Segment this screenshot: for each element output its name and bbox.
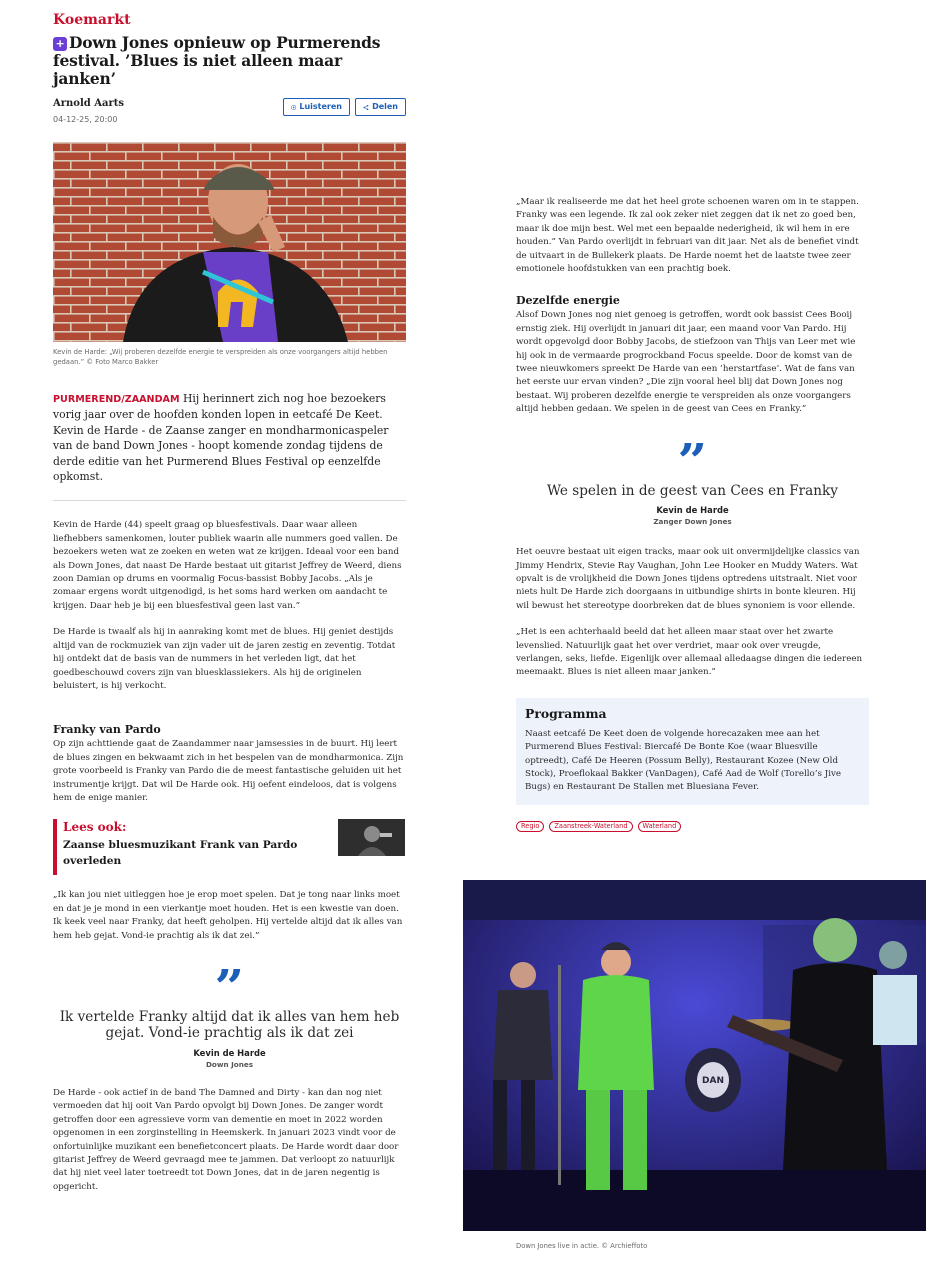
article-headline [53,34,406,88]
pull-quote [53,969,406,1069]
quote-mark-icon: ” [677,442,708,475]
headline-text: Down Jones opnieuw op Purmerends festival. ’Blues is niet alleen maar janken’ [53,33,381,88]
body-paragraph: Op zijn achttiende gaat de Zaandammer naar jamsessies in de buurt. Hij leert de blues zingen en bekwaamt zich in het bespelen van de mondharmonica. Zijn grote voorbeeld is Franky van Pardo die de meest fantastische geluiden uit het instrumentje krijgt. Dat wil De Harde ook. Hij oefent eindeloos, dat is volgens hem de enige manier. [53,739,404,803]
listen-label: Luisteren [299,102,342,111]
drum-logo: DAN [702,1076,724,1086]
hero-caption: Kevin de Harde: „Wij proberen dezelfde energie te verspreiden als onze voorgangers altijd hebben gedaan.” © Foto Marco Bakker [53,348,388,366]
read-also-box[interactable] [53,819,406,875]
body-paragraph: „Ik kan jou niet uitleggen hoe je erop moet spelen. Dat je tong naar links moet en dat je je mond in een vierkantje moet houden. Het is een kwestie van doen. Ik keek veel naar Franky, dat heeft geholpen. Hij vertelde altijd dat ik alles van hem heb gejat. Vond-ie prachtig als ik dat zei.” [53,890,403,941]
pull-quote-name: Kevin de Harde [656,505,729,516]
author-name[interactable]: Arnold Aarts [53,98,124,109]
quote-mark-icon: ” [214,968,245,1001]
band-photo[interactable] [463,880,926,1231]
pull-quote-text: Ik vertelde Franky altijd dat ik alles van hem heb gejat. Vond-ie prachtig als ik dat zei [59,1008,400,1042]
tag-list [516,821,869,832]
pull-quote-name: Kevin de Harde [193,1047,266,1058]
pull-quote-text: We spelen in de geest van Cees en Franky [547,482,838,499]
body-paragraph: Kevin de Harde (44) speelt graag op bluesfestivals. Daar waar alleen liefhebbers samenkomen, louter publiek waarin alle nummers goed vallen. De bezoekers weten wat ze zoeken en weten wat ze krijgen. Ideaal voor een band als Down Jones, dat naast De Harde bestaat uit gitarist Jeffrey de Weerd, diens zoon Damian op drums en voormalig Focus-bassist Bobby Jacobs. „Als je zomaar ergens wordt uitgenodigd, is het soms hard werken om aandacht te krijgen. Daar heb je bij een bluesfestival geen last van.” [53,520,402,611]
read-also-title: Lees ook: [63,820,127,835]
divider [53,500,406,501]
dateline-location: PURMEREND/ZAANDAM [53,394,180,405]
article-left-column [53,12,406,1194]
subheading-energie: Dezelfde energie [516,294,620,308]
subheading-franky: Franky van Pardo [53,723,161,737]
body-paragraph: De Harde - ook actief in de band The Damned and Dirty - kan dan nog niet vermoeden dat hij ooit Van Pardo opvolgt bij Down Jones. De zanger wordt getroffen door een agressieve vorm van dementie en moet in 2022 worden opgenomen in een zorginstelling in Heemskerk. In januari 2023 vindt voor de onfortuinlijke muzikant een benefietconcert plaats. De Harde wordt daar door gitarist Jeffrey de Weerd gevraagd mee te jammen. Dat verloopt zo natuurlijk dat hij niet veel later toetreedt tot Down Jones, dat in de jaren negentig is opgericht. [53,1087,399,1192]
byline [53,98,406,132]
band-photo-caption: Down Jones live in actie. © Archieffoto [516,1242,648,1250]
program-title: Programma [525,705,607,721]
program-box [516,698,869,805]
pull-quote-role: Zanger Down Jones [653,517,732,527]
tag-regio[interactable]: Regio [516,821,544,832]
hero-photo-illustration [53,142,406,342]
body-paragraph: „Maar ik realiseerde me dat het heel grote schoenen waren om in te stappen. Franky was een legende. Ik zal ook zeker niet zeggen dat ik net zo goed ben, maar ik doe mijn best. Wel met een bepaalde nederigheid, ik wil hem in ere houden.” Van Pardo overlijdt in februari van dit jaar. Net als de benefiet vindt de uitvaart in de Bullekerk plaats. De Harde noemt het de laatste twee zeer emotionele hoofdstukken van een prachtig boek. [516,197,859,275]
listen-button[interactable] [283,98,350,116]
body-paragraph: „Het is een achterhaald beeld dat het alleen maar staat over het zwarte levenslied. Natuurlijk gaat het over verdriet, maar ook over vreugde, verlangen, seks, liefde. Eigenlijk over allemaal alledaagse dingen die iedereen meemaakt. Blues is niet alleen maar janken.” [516,627,863,678]
lead-text: Hij herinnert zich nog hoe bezoekers vorig jaar over de hoofden konden lopen in eetcafé De Keet. Kevin de Harde - de Zaanse zanger en mondharmonicaspeler van de band Down Jones - hoopt komende zondag tijdens de derde editie van het Purmerend Blues Festival op eenzelfde opkomst. [53,392,389,484]
play-circle-icon [291,103,296,112]
read-also-thumbnail-illustration [338,819,405,856]
share-button[interactable] [355,98,406,116]
tag-waterland[interactable]: Waterland [638,821,682,832]
read-also-thumbnail[interactable] [338,819,405,856]
tag-zaanstreek-waterland[interactable]: Zaanstreek-Waterland [549,821,632,832]
share-icon [363,103,369,112]
plus-badge-icon: + [53,37,67,51]
publish-date: 04-12-25, 20:00 [53,115,118,124]
band-photo-illustration [463,880,926,1231]
article-right-column [516,196,869,832]
body-paragraph: De Harde is twaalf als hij in aanraking komt met de blues. Hij geniet destijds altijd van de rockmuziek van zijn vader uit de jaren zestig en zeventig. Totdat hij ontdekt dat de basis van de nummers in het verleden ligt, dat het goedbeschouwd covers zijn van bluesklassiekers. Als hij de originelen beluistert, is hij verkocht. [53,627,396,691]
pull-quote [516,443,869,527]
program-text: Naast eetcafé De Keet doen de volgende horecazaken mee aan het Purmerend Blues Festival: Biercafé De Bonte Koe (waar Bluesville optreedt), Café De Heeren (Possum Belly), Restaurant Kozee (New Old Stock), Proeflokaal Bakker (VanDagen), Café Aad de Wolf (Torello’s Jive Bugs) en Restaurant De Stallen met Bluesiana Fever. [525,728,842,793]
section-label[interactable]: Koemarkt [53,12,131,28]
body-paragraph: Alsof Down Jones nog niet genoeg is getroffen, wordt ook bassist Cees Booij ernstig ziek. Hij overlijdt in januari dit jaar, een maand voor Van Pardo. Hij wordt opgevolgd door Bobby Jacobs, de stiefzoon van Thijs van Leer met wie hij ook in de vermaarde progrockband Focus speelde. Door de komst van de twee nieuwkomers spreekt De Harde van een ’herstartfase’. Wat de fans van het eerste uur ervan vinden? „Die zijn vooral heel blij dat Down Jones nog bestaat. Wij proberen dezelfde energie te verspreiden als onze voorgangers altijd hebben gedaan. We spelen in de geest van Cees en Franky.” [516,310,856,415]
body-paragraph: Het oeuvre bestaat uit eigen tracks, maar ook uit onvermijdelijke classics van Jimmy Hendrix, Stevie Ray Vaughan, John Lee Hooker en Muddy Waters. Wat opvalt is de vrolijkheid die Down Jones tijdens optredens uitstraalt. Niet voor niets hult De Harde zich doorgaans in uitbundige shirts in bonte kleuren. Hij wil bewust het stereotype doorbreken dat de blues synoniem is voor ellende. [516,547,860,611]
lead-paragraph [53,391,406,484]
pull-quote-role: Down Jones [205,1059,254,1069]
hero-photo[interactable] [53,142,406,342]
read-also-link[interactable]: Zaanse bluesmuzikant Frank van Pardo overleden [63,839,298,868]
share-label: Delen [372,102,398,111]
